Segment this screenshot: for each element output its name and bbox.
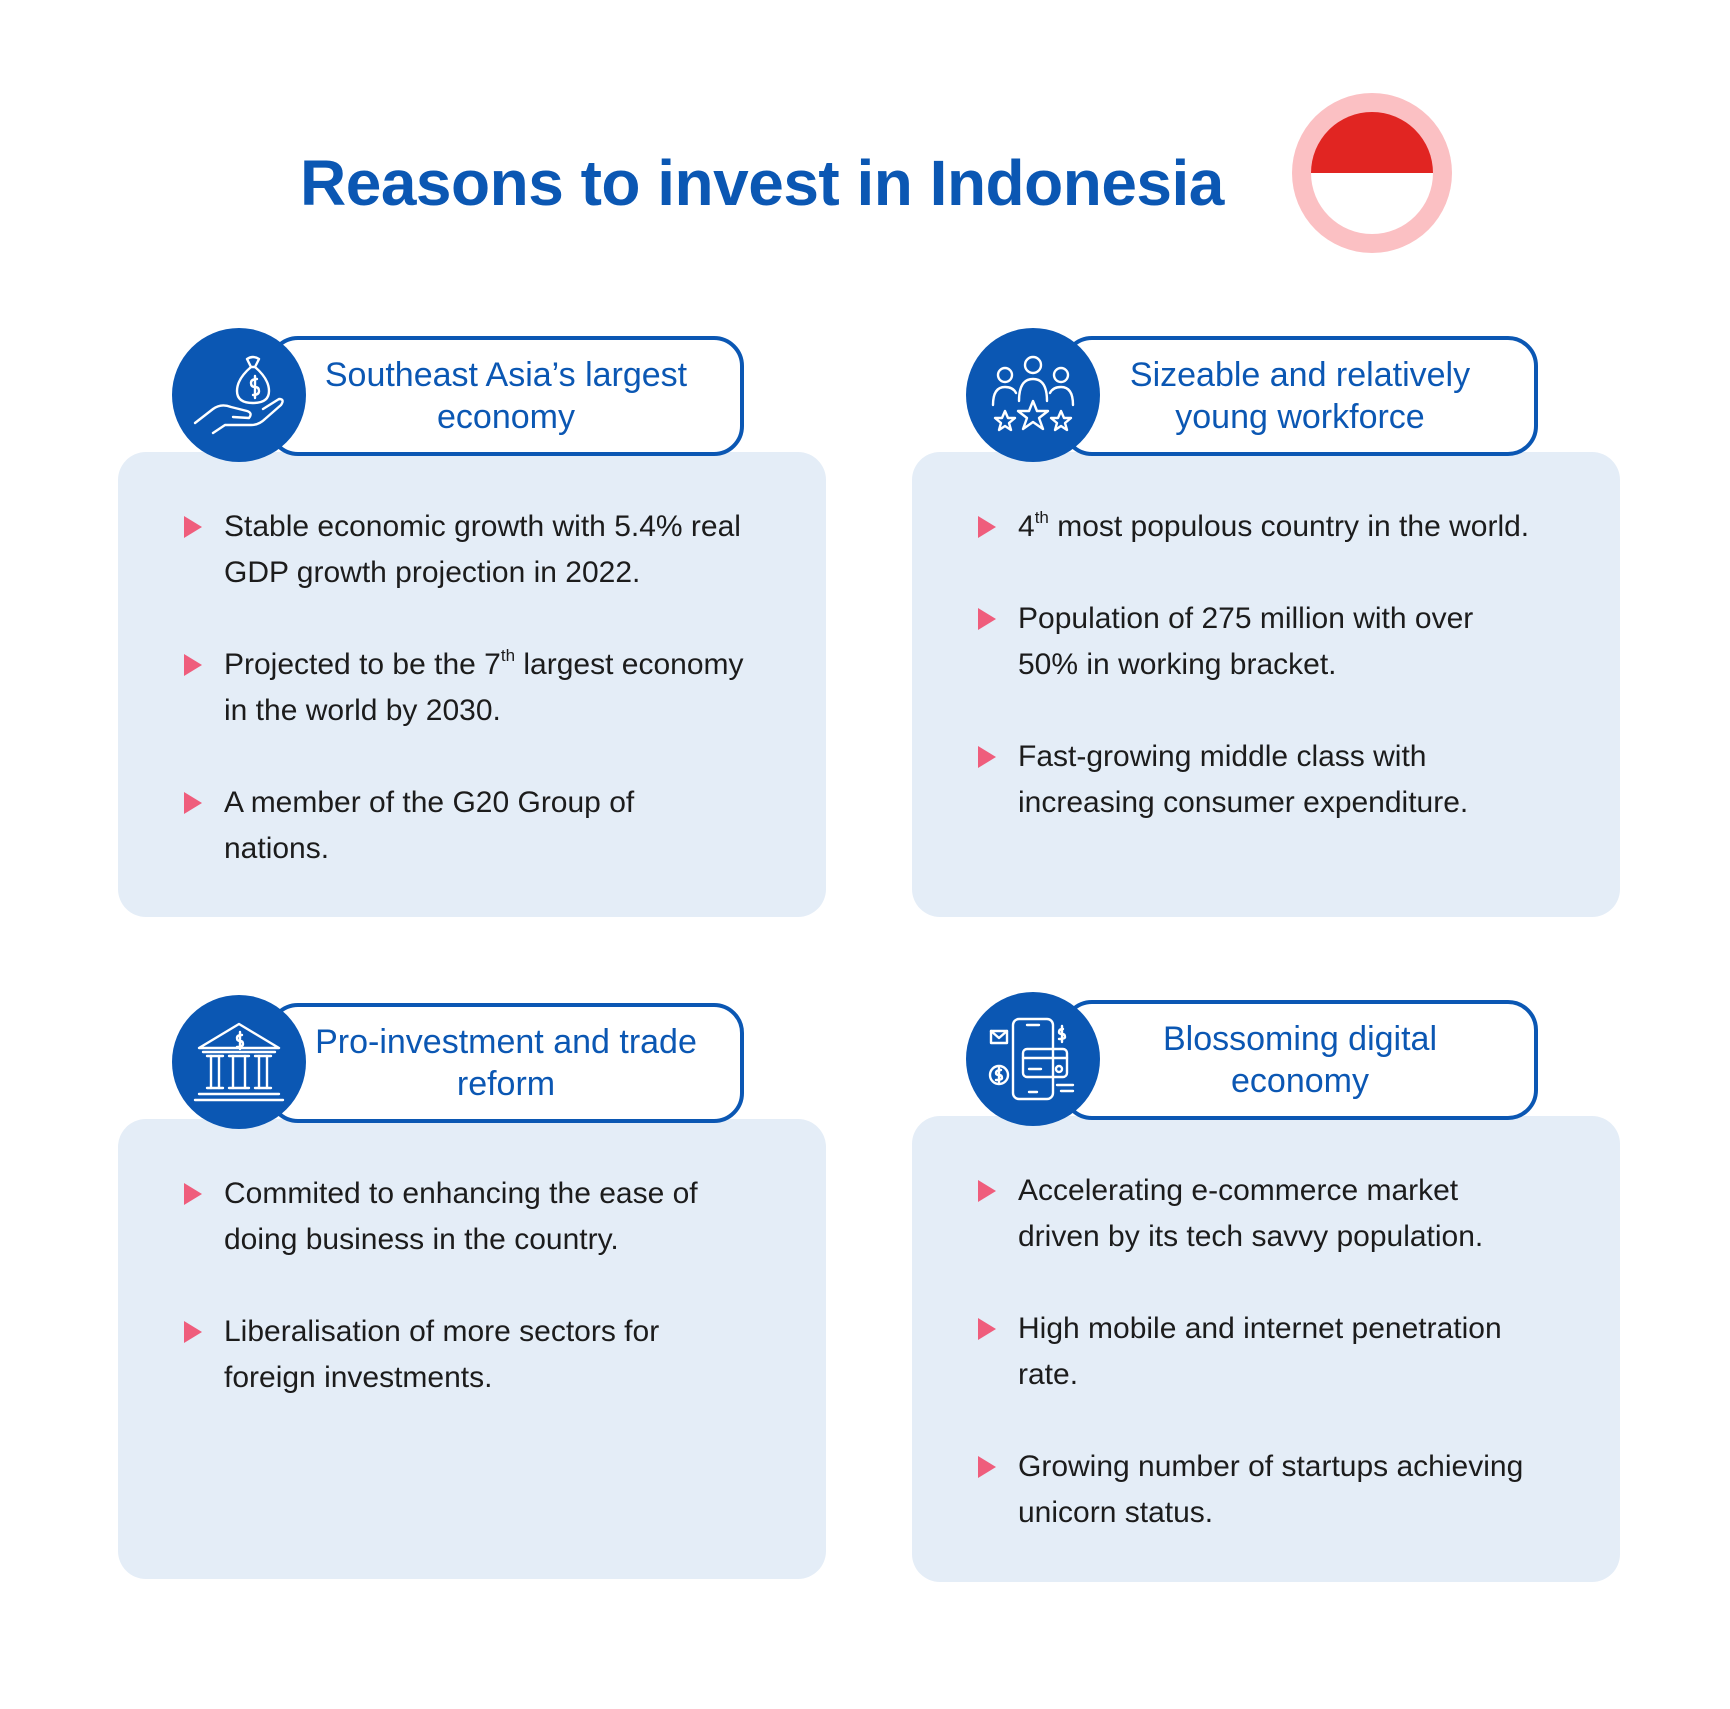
list-item: [978, 596, 1538, 688]
card-panel: [118, 452, 826, 917]
pink-arrow-icon: [184, 1183, 202, 1205]
card-header: [1062, 336, 1538, 456]
pink-arrow-icon: [978, 1318, 996, 1340]
pink-arrow-icon: [978, 1180, 996, 1202]
list-item: [184, 1309, 744, 1401]
page-title: Reasons to invest in Indonesia: [300, 147, 1224, 219]
icon-badge: [966, 992, 1100, 1126]
card-title: Blossoming digital economy: [1162, 1020, 1438, 1100]
card-title: Sizeable and relatively young workforce: [1129, 356, 1471, 436]
bullet-text: Commited to enhancing the ease of doing business in the country.: [224, 1177, 698, 1256]
card-panel: [118, 1119, 826, 1579]
bullet-text: Liberalisation of more sectors for foreign investments.: [224, 1315, 660, 1394]
workforce-stars-icon: [983, 345, 1083, 445]
list-item: [978, 734, 1538, 826]
card-panel: [912, 1116, 1620, 1582]
icon-badge: [172, 328, 306, 462]
bullet-list: [978, 1168, 1538, 1536]
card-header: [1062, 1000, 1538, 1120]
pink-arrow-icon: [184, 792, 202, 814]
bullet-list: [978, 504, 1538, 826]
card-header: [268, 336, 744, 456]
bullet-list: [184, 1171, 744, 1401]
pink-arrow-icon: [978, 608, 996, 630]
bullet-list: [184, 504, 744, 872]
card-title: Pro-investment and trade reform: [315, 1023, 697, 1103]
card-header: [268, 1003, 744, 1123]
list-item: [978, 504, 1538, 550]
pink-arrow-icon: [184, 516, 202, 538]
list-item: [184, 504, 744, 596]
bullet-text: A member of the G20 Group of nations.: [224, 786, 635, 865]
bullet-text: Stable economic growth with 5.4% real GDP growth projection in 2022.: [224, 510, 741, 589]
list-item: [184, 780, 744, 872]
icon-badge: [966, 328, 1100, 462]
card-panel: [912, 452, 1620, 917]
pink-arrow-icon: [978, 1456, 996, 1478]
bank-building-icon: [189, 1012, 289, 1112]
bullet-text: Population of 275 million with over 50% in working bracket.: [1018, 602, 1474, 681]
bullet-text: High mobile and internet penetration rate.: [1018, 1312, 1502, 1391]
pink-arrow-icon: [184, 1321, 202, 1343]
bullet-text: 4th most populous country in the world.: [1018, 508, 1530, 543]
bullet-text: Accelerating e-commerce market driven by its tech savvy population.: [1018, 1174, 1484, 1253]
bullet-text: Fast-growing middle class with increasing consumer expenditure.: [1018, 740, 1469, 819]
bullet-text: Projected to be the 7th largest economy in the world by 2030.: [224, 646, 744, 727]
indonesia-flag-icon: [1292, 93, 1452, 253]
list-item: [184, 642, 744, 734]
pink-arrow-icon: [978, 746, 996, 768]
icon-badge: [172, 995, 306, 1129]
digital-payment-icon: [983, 1009, 1083, 1109]
list-item: [978, 1168, 1538, 1260]
list-item: [978, 1444, 1538, 1536]
hand-money-bag-icon: [189, 345, 289, 445]
list-item: [978, 1306, 1538, 1398]
flag-disc: [1311, 112, 1433, 234]
bullet-text: Growing number of startups achieving unicorn status.: [1018, 1450, 1524, 1529]
list-item: [184, 1171, 744, 1263]
pink-arrow-icon: [184, 654, 202, 676]
card-title: Southeast Asia’s largest economy: [324, 356, 688, 436]
pink-arrow-icon: [978, 516, 996, 538]
